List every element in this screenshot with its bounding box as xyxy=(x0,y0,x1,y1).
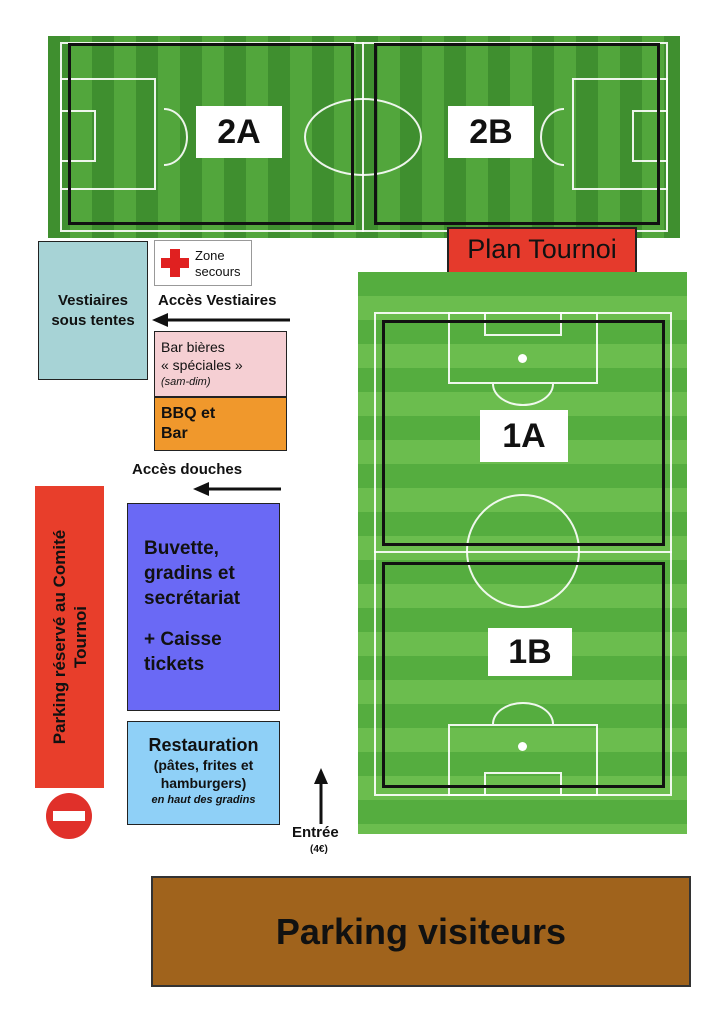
acces-douches-arrow-icon xyxy=(193,481,283,497)
buvette-line-3: secrétariat xyxy=(144,588,241,609)
buvette-line-5: tickets xyxy=(144,654,205,675)
acces-vestiaires-label: Accès Vestiaires xyxy=(158,292,277,309)
main-pitch xyxy=(358,272,687,834)
bar-bieres-line-2: « spéciales » xyxy=(161,357,243,373)
bar-bieres-line-3: (sam-dim) xyxy=(161,376,211,388)
parking-comite-zone xyxy=(35,486,104,788)
parking-visiteurs-label: Parking visiteurs xyxy=(275,910,567,952)
entree-arrow-icon xyxy=(313,768,329,824)
buvette-line-4: + Caisse xyxy=(144,629,222,650)
bar-bieres-zone xyxy=(154,331,287,397)
buvette-line-2: gradins et xyxy=(144,563,235,584)
restauration-zone xyxy=(127,721,280,825)
field-1b-label: 1B xyxy=(488,628,572,676)
acces-vestiaires-arrow-icon xyxy=(152,312,292,328)
buvette-line-1: Buvette, xyxy=(144,538,219,559)
zone-secours-line-2: secours xyxy=(195,264,241,279)
zone-secours-line-1: Zone xyxy=(195,248,225,263)
bar-bieres-line-1: Bar bières xyxy=(161,339,225,355)
bbq-line-2: Bar xyxy=(161,425,188,442)
field-2b-label: 2B xyxy=(448,106,534,158)
buvette-zone xyxy=(127,503,280,711)
title-line-1: Plan Tournoi xyxy=(467,234,617,264)
acces-douches-label: Accès douches xyxy=(132,461,243,478)
top-pitch xyxy=(48,36,680,238)
vestiaires-zone xyxy=(38,241,148,380)
vestiaires-line-2: sous tentes xyxy=(51,311,135,329)
bbq-line-1: BBQ et xyxy=(161,405,216,422)
first-aid-cross-icon xyxy=(160,248,190,278)
restauration-line-3: hamburgers) xyxy=(160,775,247,791)
field-1a-label: 1A xyxy=(480,410,568,462)
parking-visiteurs-zone xyxy=(151,876,691,987)
no-entry-icon xyxy=(45,792,93,840)
field-2a-label: 2A xyxy=(196,106,282,158)
restauration-line-1: Restauration xyxy=(148,735,259,755)
parking-comite-text xyxy=(49,487,91,787)
entree-price: (4€) xyxy=(310,844,328,855)
bbq-bar-zone xyxy=(154,397,287,451)
parking-comite-line-2: Tournoi xyxy=(70,606,90,668)
vestiaires-line-1: Vestiaires xyxy=(57,291,129,309)
restauration-line-2: (pâtes, frites et xyxy=(153,757,254,773)
entree-label: Entrée xyxy=(292,824,339,841)
restauration-line-4: en haut des gradins xyxy=(151,794,256,806)
parking-comite-line-1: Parking réservé au Comité xyxy=(49,529,69,745)
zone-secours-text xyxy=(195,248,241,280)
zone-secours xyxy=(154,240,252,286)
